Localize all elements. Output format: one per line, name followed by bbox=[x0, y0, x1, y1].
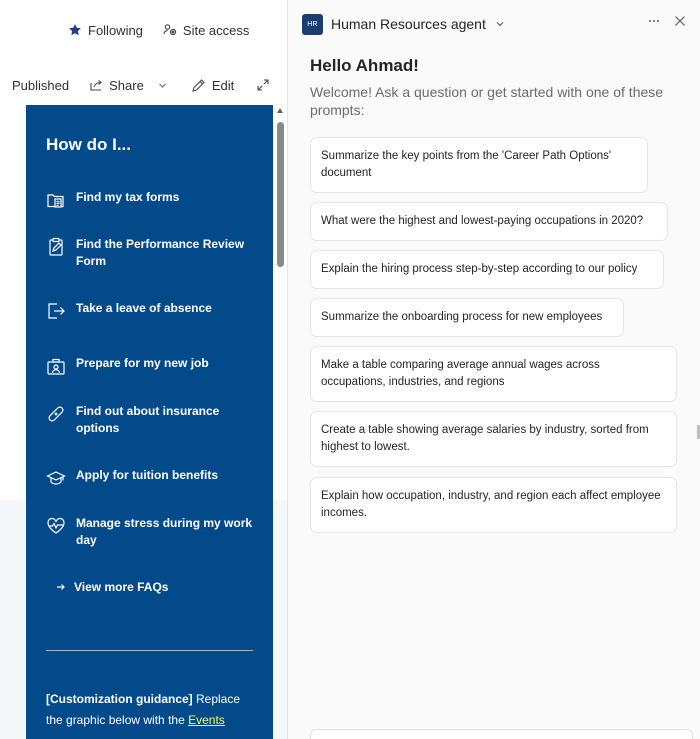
faq-item-label: Apply for tuition benefits bbox=[76, 468, 218, 482]
expand-button[interactable] bbox=[256, 75, 270, 95]
faq-item-tuition[interactable] bbox=[46, 467, 261, 489]
faq-divider bbox=[46, 650, 253, 651]
faq-item-label: Prepare for my new job bbox=[76, 356, 209, 370]
pencil-icon bbox=[191, 78, 206, 93]
prompt-suggestion[interactable]: Make a table comparing average annual wages across occupations, industries, and regions bbox=[310, 346, 677, 402]
agent-pane bbox=[287, 0, 700, 739]
events-link[interactable]: Events bbox=[188, 713, 225, 727]
faq-title: How do I... bbox=[46, 135, 131, 154]
agent-switch-chevron-icon[interactable] bbox=[495, 19, 505, 29]
chevron-down-icon bbox=[158, 81, 167, 90]
graduation-cap-icon bbox=[46, 467, 66, 489]
agent-name[interactable]: Human Resources agent bbox=[331, 16, 486, 32]
view-more-label: View more FAQs bbox=[74, 580, 169, 594]
welcome-text: Welcome! Ask a question or get started with one of these prompts: bbox=[310, 84, 664, 118]
page-scrollbar-thumb[interactable] bbox=[277, 122, 284, 267]
faq-item-insurance[interactable] bbox=[46, 403, 261, 437]
edit-label: Edit bbox=[211, 77, 235, 93]
prompt-suggestion[interactable]: Summarize the key points from the 'Career Path Options' document bbox=[310, 137, 648, 193]
faq-item-new-job[interactable] bbox=[46, 355, 261, 377]
faq-item-stress[interactable] bbox=[46, 515, 261, 549]
heart-pulse-icon bbox=[46, 515, 66, 537]
share-button[interactable] bbox=[89, 75, 167, 95]
following-label: Following bbox=[88, 22, 143, 38]
prompt-suggestion[interactable]: What were the highest and lowest-paying occupations in 2020? bbox=[310, 202, 668, 241]
faq-panel bbox=[26, 105, 273, 739]
share-icon bbox=[89, 78, 103, 92]
agent-header bbox=[302, 12, 687, 36]
share-label: Share bbox=[109, 77, 144, 93]
view-more-faqs-link[interactable] bbox=[56, 580, 168, 594]
site-access-icon bbox=[163, 23, 177, 37]
more-options-icon[interactable] bbox=[647, 14, 661, 28]
edit-button[interactable] bbox=[191, 75, 234, 95]
faq-item-label: Take a leave of absence bbox=[76, 301, 212, 315]
prompt-suggestion[interactable]: Create a table showing average salaries by industry, sorted from highest to lowest. bbox=[310, 411, 677, 467]
faq-item-label: Find the Performance Review Form bbox=[76, 237, 245, 268]
star-icon bbox=[68, 23, 82, 37]
arrow-right-icon bbox=[56, 582, 66, 592]
site-actions bbox=[68, 20, 249, 40]
document-folder-icon bbox=[46, 189, 66, 211]
leave-arrow-icon bbox=[46, 300, 66, 322]
guidance-text: Replace the graphic below with the bbox=[46, 692, 241, 727]
prompt-suggestion[interactable]: Summarize the onboarding process for new employees bbox=[310, 298, 624, 337]
prompt-suggestion[interactable]: Explain the hiring process step-by-step according to our policy bbox=[310, 250, 664, 289]
briefcase-person-icon bbox=[46, 355, 66, 377]
scroll-up-arrow-icon[interactable] bbox=[277, 108, 283, 113]
faq-item-performance-review[interactable] bbox=[46, 236, 261, 270]
clipboard-edit-icon bbox=[46, 236, 66, 258]
message-composer[interactable] bbox=[310, 729, 693, 739]
publish-status: Published bbox=[12, 77, 70, 93]
bandage-icon bbox=[46, 403, 66, 425]
faq-item-label: Find out about insurance options bbox=[76, 404, 220, 435]
close-icon[interactable] bbox=[673, 14, 687, 28]
faq-item-label: Find my tax forms bbox=[76, 190, 180, 204]
customization-guidance bbox=[46, 689, 253, 731]
faq-item-leave-of-absence[interactable] bbox=[46, 300, 261, 322]
site-access-button[interactable] bbox=[163, 20, 249, 40]
sharepoint-page bbox=[0, 0, 287, 739]
faq-item-label: Manage stress during my work day bbox=[76, 516, 253, 547]
command-bar bbox=[12, 75, 270, 95]
guidance-bold: [Customization guidance] bbox=[46, 692, 193, 706]
expand-icon bbox=[256, 78, 270, 92]
prompt-suggestion[interactable]: Explain how occupation, industry, and region each affect employee incomes. bbox=[310, 477, 677, 533]
greeting: Hello Ahmad! bbox=[310, 56, 419, 75]
hr-agent-logo: HR bbox=[302, 14, 323, 35]
faq-item-tax-forms[interactable] bbox=[46, 189, 261, 211]
following-button[interactable] bbox=[68, 20, 143, 40]
site-access-label: Site access bbox=[182, 22, 250, 38]
